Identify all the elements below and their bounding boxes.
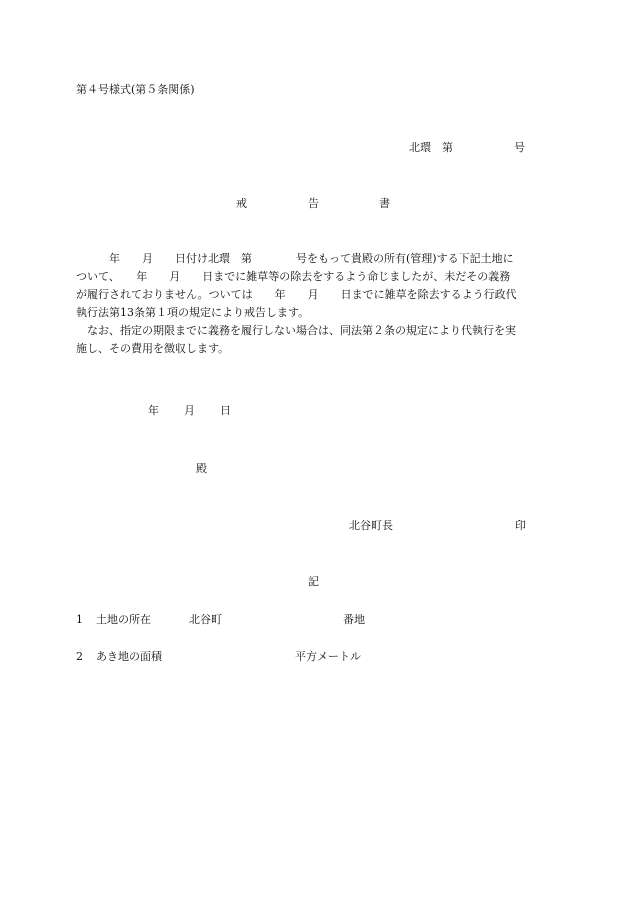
title-char-1: 戒 bbox=[236, 197, 247, 210]
title-char-3-wrap bbox=[379, 197, 390, 211]
item-label: あき地の面積 bbox=[96, 650, 162, 663]
item-number: 2 bbox=[76, 650, 83, 663]
seal-mark: 印 bbox=[515, 519, 526, 532]
body-line: 年 月 日付け北環 第 号をもって貴殿の所有(管理)する下記土地に bbox=[76, 252, 514, 265]
title-char-2: 告 bbox=[308, 197, 319, 210]
doc-number-prefix: 北環 第 bbox=[409, 141, 453, 154]
item-number: 1 bbox=[76, 613, 83, 626]
item-value: 北谷町 bbox=[189, 613, 222, 626]
body-line: 執行法第13条第１項の規定により戒告します。 bbox=[76, 306, 310, 319]
item-unit: 平方メートル bbox=[295, 650, 361, 663]
document-title bbox=[236, 197, 247, 211]
title-char-2-wrap bbox=[308, 197, 319, 211]
body-line: 施し、その費用を徴収します。 bbox=[76, 342, 230, 355]
title-char-3: 書 bbox=[379, 197, 390, 210]
doc-number-suffix: 号 bbox=[514, 141, 525, 154]
body-line: ついて、 年 月 日までに雑草等の除去をするよう命じましたが、未だその義務 bbox=[76, 270, 511, 283]
addressee-honorific: 殿 bbox=[196, 462, 207, 475]
date-year: 年 bbox=[148, 404, 159, 417]
body-paragraph-2 bbox=[76, 322, 552, 358]
body-line: が履行されておりません。ついては 年 月 日までに雑草を除去するよう行政代 bbox=[76, 288, 517, 301]
form-label: 第４号様式(第５条関係) bbox=[76, 83, 195, 96]
body-paragraph-1 bbox=[76, 250, 552, 322]
body-line: なお、指定の期限までに義務を履行しない場合は、同法第２条の規定により代執行を実 bbox=[76, 324, 516, 337]
item-label: 土地の所在 bbox=[96, 613, 151, 626]
date-day: 日 bbox=[220, 404, 231, 417]
date-month: 月 bbox=[184, 404, 195, 417]
item-unit: 番地 bbox=[343, 613, 365, 626]
record-heading: 記 bbox=[308, 575, 319, 588]
sender-title: 北谷町長 bbox=[349, 519, 393, 532]
